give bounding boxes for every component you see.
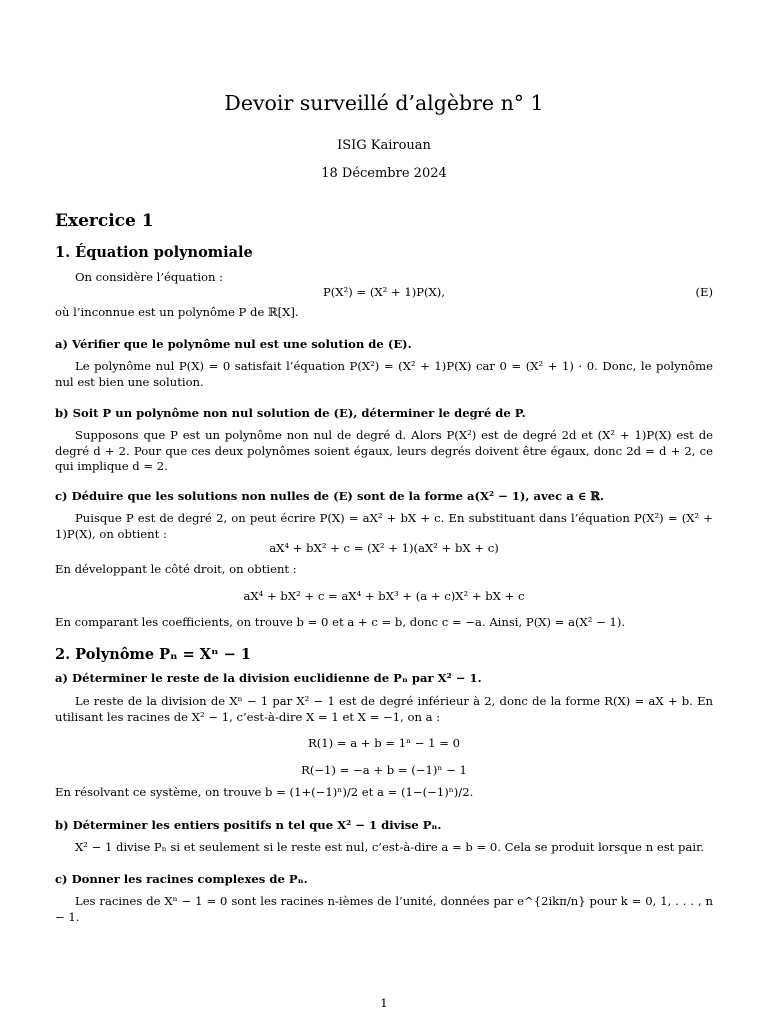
- q2a-equation-2: R(−1) = −a + b = (−1)ⁿ − 1: [301, 763, 467, 777]
- q1a-answer: Le polynôme nul P(X) = 0 satisfait l’équation P(X²) = (X² + 1)P(X) car 0 = (X² + 1) · 0. Donc, le polynôme nul est bien une solution.: [55, 359, 713, 389]
- equation-E: P(X²) = (X² + 1)P(X),: [322, 285, 446, 299]
- q2b-answer: X² − 1 divise Pₙ si et seulement si le reste est nul, c’est-à-dire a = b = 0. Cela se produit lorsque n est pair.: [75, 840, 705, 854]
- q2c-answer: Les racines de Xⁿ − 1 = 0 sont les racines n-ièmes de l’unité, données par e^{2ikπ/n} pour k = 0, 1, . . . , n − 1.: [55, 894, 713, 924]
- equation-label: (E): [695, 285, 713, 299]
- q1c-equation-1: aX⁴ + bX² + c = (X² + 1)(aX² + bX + c): [269, 541, 499, 555]
- q2a-solve: En résolvant ce système, on trouve b = (1+(−1)ⁿ)/2 et a = (1−(−1)ⁿ)/2.: [55, 785, 474, 799]
- document-title: Devoir surveillé d’algèbre n° 1: [224, 91, 544, 115]
- q1c-text-3: En comparant les coefficients, on trouve b = 0 et a + c = b, donc c = −a. Ainsi, P(X) = a(X² − 1).: [55, 615, 626, 629]
- section2-title: 2. Polynôme Pₙ = Xⁿ − 1: [55, 646, 251, 663]
- q1a-title: a) Vérifier que le polynôme nul est une solution de (E).: [55, 337, 412, 351]
- section1-after-equation: où l’inconnue est un polynôme P de ℝ[X].: [55, 305, 299, 319]
- page-number: 1: [380, 996, 388, 1010]
- q1c-title: c) Déduire que les solutions non nulles de (E) sont de la forme a(X² − 1), avec a ∈ ℝ.: [55, 489, 605, 503]
- q2c-title: c) Donner les racines complexes de Pₙ.: [55, 872, 308, 886]
- section1-intro: On considère l’équation :: [75, 270, 224, 284]
- exercise-title: Exercice 1: [55, 211, 154, 231]
- q1c-text-2: En développant le côté droit, on obtient :: [55, 562, 297, 576]
- q2a-equation-1: R(1) = a + b = 1ⁿ − 1 = 0: [307, 736, 461, 750]
- q1c-equation-2: aX⁴ + bX² + c = aX⁴ + bX³ + (a + c)X² + bX + c: [243, 589, 525, 603]
- q2b-title: b) Déterminer les entiers positifs n tel que X² − 1 divise Pₙ.: [55, 818, 442, 832]
- q1c-answer: Puisque P est de degré 2, on peut écrire P(X) = aX² + bX + c. En substituant dans l’équation P(X²) = (X² + 1)P(X), on obtient :: [55, 511, 713, 541]
- q1b-answer: Supposons que P est un polynôme non nul de degré d. Alors P(X²) est de degré 2d et (X² + 1)P(X) est de degré d + 2. Pour que ces deux polynômes soient égaux, leurs degrés doivent être égaux, donc 2d = d + 2, ce qui implique d = 2.: [55, 428, 713, 473]
- q2a-title: a) Déterminer le reste de la division euclidienne de Pₙ par X² − 1.: [55, 671, 482, 685]
- q1b-title: b) Soit P un polynôme non nul solution de (E), déterminer le degré de P.: [55, 406, 526, 420]
- section1-title: 1. Équation polynomiale: [55, 244, 253, 261]
- q2a-answer: Le reste de la division de Xⁿ − 1 par X² − 1 est de degré inférieur à 2, donc de la forme R(X) = aX + b. En utilisant les racines de X² − 1, c’est-à-dire X = 1 et X = −1, on a :: [55, 694, 713, 724]
- exam-date: 18 Décembre 2024: [321, 166, 447, 181]
- institution: ISIG Kairouan: [337, 138, 431, 153]
